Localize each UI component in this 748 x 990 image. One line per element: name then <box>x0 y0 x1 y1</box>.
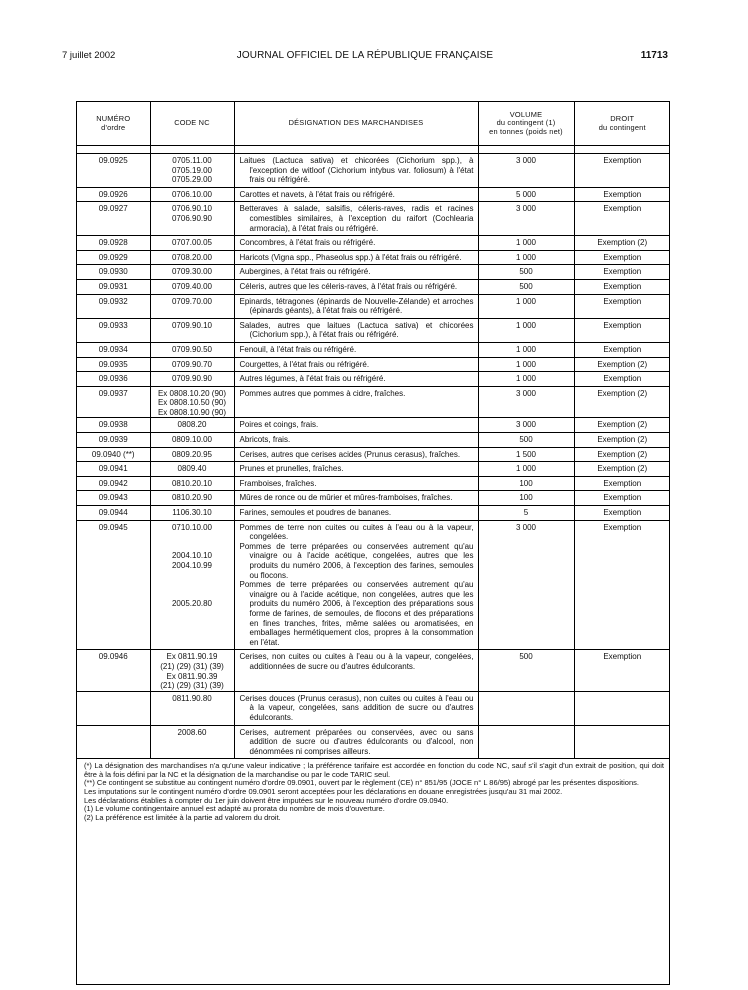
row-droit: Exemption <box>574 650 670 691</box>
row-droit: Exemption (2) <box>574 357 670 372</box>
row-volume: 5 000 <box>478 187 574 202</box>
row-designation <box>234 236 478 251</box>
row-volume: 500 <box>478 433 574 448</box>
code-value: 0705.29.00 <box>171 175 213 185</box>
row-droit-empty <box>574 725 670 759</box>
designation-text: Aubergines, à l'état frais ou réfrigéré. <box>239 267 371 277</box>
row-code <box>150 202 234 236</box>
row-designation <box>234 462 478 477</box>
row-droit: Exemption <box>574 372 670 387</box>
header-spacer-row <box>77 146 670 154</box>
row-code <box>150 187 234 202</box>
page-header <box>62 50 668 64</box>
row-droit: Exemption <box>574 187 670 202</box>
row-designation <box>234 386 478 418</box>
code-value: 0709.90.90 <box>171 374 213 384</box>
table-row <box>77 520 670 650</box>
row-designation <box>234 265 478 280</box>
row-code <box>150 447 234 462</box>
designation-text: Abricots, frais. <box>239 435 291 445</box>
row-designation <box>234 187 478 202</box>
code-value: Ex 0811.90.39 <box>166 671 218 681</box>
row-droit: Exemption (2) <box>574 433 670 448</box>
code-value: 0709.30.00 <box>171 267 213 277</box>
designation-text: Pommes autres que pommes à cidre, fraîches. <box>239 388 406 398</box>
footnotes <box>77 759 669 822</box>
designation-text: Prunes et prunelles, fraîches. <box>239 464 344 474</box>
row-number: 09.0934 <box>77 342 150 357</box>
row-designation <box>234 342 478 357</box>
row-number: 09.0928 <box>77 236 150 251</box>
row-volume: 1 000 <box>478 236 574 251</box>
row-volume: 3 000 <box>478 202 574 236</box>
table-row <box>77 433 670 448</box>
table-row <box>77 250 670 265</box>
table-row <box>77 236 670 251</box>
row-number: 09.0943 <box>77 491 150 506</box>
designation-text: Epinards, tétragones (épinards de Nouvelle-Zélande) et arroches (épinards géants), à l'état frais ou réfrigéré. <box>239 296 474 316</box>
row-number-empty <box>77 725 150 759</box>
row-volume: 1 000 <box>478 318 574 342</box>
row-droit: Exemption (2) <box>574 236 670 251</box>
col-header-designation <box>234 102 478 146</box>
row-volume: 1 500 <box>478 447 574 462</box>
code-value: 0809.40 <box>177 464 207 474</box>
code-value: 2004.10.10 <box>171 551 213 561</box>
row-droit: Exemption <box>574 265 670 280</box>
row-code: 2008.60 <box>150 725 234 759</box>
row-designation <box>234 318 478 342</box>
code-value: 0709.90.70 <box>171 359 213 369</box>
row-code <box>150 294 234 318</box>
row-volume: 500 <box>478 650 574 691</box>
row-code <box>150 418 234 433</box>
row-code <box>150 357 234 372</box>
row-number: 09.0931 <box>77 279 150 294</box>
table-row <box>77 154 670 188</box>
row-droit: Exemption <box>574 520 670 650</box>
designation-text: Haricots (Vigna spp., Phaseolus spp.) à l'état frais ou réfrigéré. <box>239 252 462 262</box>
footnote: (1) Le volume contingentaire annuel est adapté au prorata du nombre de mois d'ouverture. <box>84 804 385 814</box>
row-number: 09.0941 <box>77 462 150 477</box>
row-designation <box>234 250 478 265</box>
footnote: (*) La désignation des marchandises n'a qu'une valeur indicative ; la préférence tarifaire est accordée en fonction du code NC, sauf s'il s'agit d'un extrait de position, qui doit être à la fois défini par la NC et la désignation de la marchandise ou par le code TARIC seul. <box>84 761 664 779</box>
row-number: 09.0938 <box>77 418 150 433</box>
code-value: 0707.00.05 <box>171 238 213 248</box>
code-value: 0705.19.00 <box>171 165 213 175</box>
row-volume: 1 000 <box>478 462 574 477</box>
row-code <box>150 462 234 477</box>
table-row <box>77 650 670 691</box>
row-droit: Exemption <box>574 202 670 236</box>
row-volume: 1 000 <box>478 372 574 387</box>
row-designation <box>234 691 478 725</box>
header-line: DÉSIGNATION DES MARCHANDISES <box>288 118 424 128</box>
code-value: 2004.10.99 <box>171 561 213 570</box>
row-number: 09.0936 <box>77 372 150 387</box>
table-row <box>77 691 670 725</box>
table-row <box>77 506 670 521</box>
code-value: 1106.30.10 <box>172 508 212 518</box>
table-row <box>77 386 670 418</box>
table-row <box>77 357 670 372</box>
table-row <box>77 202 670 236</box>
code-value: 0809.20.95 <box>171 449 213 459</box>
code-value: 0709.70.00 <box>171 296 213 306</box>
designation-text: Pommes de terre préparées ou conservées autrement qu'au vinaigre ou à l'acide acétique, congelées, autres que les produits du numéro 2006, à l'exception des farines, semoules ou flocons. <box>239 541 474 580</box>
row-code <box>150 279 234 294</box>
row-designation <box>234 476 478 491</box>
row-number: 09.0926 <box>77 187 150 202</box>
designation-text: Salades, autres que laitues (Lactuca sativa) et chicorées (Cichorium spp.), à l'état frais ou réfrigéré. <box>239 320 474 340</box>
row-number-empty <box>77 691 150 725</box>
table-row <box>77 318 670 342</box>
table-row <box>77 342 670 357</box>
row-number: 09.0925 <box>77 154 150 188</box>
footnote: Les imputations sur le contingent numéro d'ordre 09.0901 seront acceptées pour les déclarations en douane enregistrées jusqu'au 31 mai 2002. <box>84 787 563 797</box>
row-code <box>150 506 234 521</box>
row-designation <box>234 202 478 236</box>
row-volume: 3 000 <box>478 154 574 188</box>
footnote: (**) Ce contingent se substitue au contingent numéro d'ordre 09.0901, ouvert par le règlement (CE) n° 851/95 (JOCE n° L 86/95) abrogé par les présentes dispositions. <box>84 778 639 788</box>
issue-date: 7 juillet 2002 <box>62 50 116 61</box>
designation-text: Cerises douces (Prunus cerasus), non cuites ou cuites à l'eau ou à la vapeur, congelées, sans addition de sucre ou d'autres édulcorants. <box>239 693 474 722</box>
table-row <box>77 294 670 318</box>
row-code <box>150 265 234 280</box>
row-droit: Exemption <box>574 342 670 357</box>
header-line: du contingent (1) <box>496 118 556 128</box>
row-volume: 100 <box>478 491 574 506</box>
row-volume: 1 000 <box>478 357 574 372</box>
row-designation <box>234 154 478 188</box>
designation-text: Autres légumes, à l'état frais ou réfrigéré. <box>239 374 386 384</box>
row-droit: Exemption <box>574 250 670 265</box>
row-code <box>150 491 234 506</box>
code-value: 0709.90.50 <box>171 344 213 354</box>
row-volume: 1 000 <box>478 250 574 265</box>
row-volume: 3 000 <box>478 386 574 418</box>
row-code <box>150 154 234 188</box>
row-volume: 500 <box>478 265 574 280</box>
row-number: 09.0933 <box>77 318 150 342</box>
designation-text: Laitues (Lactuca sativa) et chicorées (Cichorium spp.), à l'exception de witloof (Cichorium intybus var. foliosum) à l'état frais ou réfrigéré. <box>239 156 474 185</box>
row-designation <box>234 372 478 387</box>
table-row <box>77 265 670 280</box>
row-droit-empty <box>574 691 670 725</box>
col-header-volume <box>478 102 574 146</box>
code-value: (21) (29) (31) (39) <box>160 661 224 671</box>
row-number: 09.0935 <box>77 357 150 372</box>
row-designation <box>234 491 478 506</box>
row-volume: 500 <box>478 279 574 294</box>
table-row <box>77 418 670 433</box>
row-designation <box>234 447 478 462</box>
row-droit: Exemption (2) <box>574 386 670 418</box>
row-droit: Exemption (2) <box>574 418 670 433</box>
designation-text: Mûres de ronce ou de mûrier et mûres-framboises, fraîches. <box>239 493 453 503</box>
row-designation <box>234 357 478 372</box>
row-volume: 1 000 <box>478 342 574 357</box>
row-designation <box>234 294 478 318</box>
row-designation <box>234 433 478 448</box>
row-number: 09.0929 <box>77 250 150 265</box>
row-designation <box>234 418 478 433</box>
designation-text: Poires et coings, frais. <box>239 420 319 430</box>
table-row <box>77 725 670 759</box>
row-volume: 100 <box>478 476 574 491</box>
row-code <box>150 318 234 342</box>
row-code <box>150 520 234 650</box>
row-droit: Exemption (2) <box>574 447 670 462</box>
footnote: Les déclarations établies à compter du 1er juin doivent être imputées sur le nouveau numéro d'ordre 09.0940. <box>84 795 449 805</box>
row-number: 09.0942 <box>77 476 150 491</box>
designation-text: Courgettes, à l'état frais ou réfrigéré. <box>239 359 370 369</box>
row-number: 09.0946 <box>77 650 150 691</box>
row-code: 0811.90.80 <box>150 691 234 725</box>
row-designation <box>234 279 478 294</box>
code-value: 2005.20.80 <box>171 599 213 609</box>
row-code <box>150 386 234 418</box>
header-line: du contingent <box>598 122 646 132</box>
row-designation <box>234 725 478 759</box>
row-code <box>150 433 234 448</box>
designation-text: Cerises, autrement préparées ou conservées, avec ou sans addition de sucre ou d'autres édulcorants ou d'alcool, non dénommées ni comprises ailleurs. <box>239 727 474 756</box>
row-number: 09.0940 (**) <box>77 447 150 462</box>
header-line: DROIT <box>610 113 635 123</box>
designation-text: Fenouil, à l'état frais ou réfrigéré. <box>239 344 357 354</box>
row-volume: 3 000 <box>478 418 574 433</box>
row-code <box>150 236 234 251</box>
designation-text: Cerises, autres que cerises acides (Prunus cerasus), fraîches. <box>239 449 461 459</box>
code-value: 0705.11.00 <box>172 156 212 165</box>
designation-text: Farines, semoules et poudres de bananes. <box>239 508 392 518</box>
table-row <box>77 476 670 491</box>
row-volume: 5 <box>478 506 574 521</box>
header-line: NUMÉRO <box>96 113 131 123</box>
table-row <box>77 372 670 387</box>
code-value: 0706.10.00 <box>171 189 213 199</box>
row-droit: Exemption <box>574 154 670 188</box>
table-row <box>77 279 670 294</box>
row-droit: Exemption <box>574 294 670 318</box>
row-volume-empty <box>478 691 574 725</box>
row-designation <box>234 650 478 691</box>
row-volume: 3 000 <box>478 520 574 650</box>
designation-text: Pommes de terre non cuites ou cuites à l'eau ou à la vapeur, congelées. <box>239 522 474 542</box>
row-droit: Exemption <box>574 279 670 294</box>
code-value: 0810.20.10 <box>171 478 213 488</box>
row-number: 09.0937 <box>77 386 150 418</box>
footnote: (2) La préférence est limitée à la partie ad valorem du droit. <box>84 812 281 822</box>
table-row <box>77 462 670 477</box>
code-value: (21) (29) (31) (39) <box>160 681 224 691</box>
row-number: 09.0927 <box>77 202 150 236</box>
code-value: 0810.20.90 <box>171 493 213 503</box>
row-code <box>150 476 234 491</box>
row-droit: Exemption <box>574 476 670 491</box>
row-droit: Exemption (2) <box>574 462 670 477</box>
header-line: CODE NC <box>174 118 210 128</box>
code-value: 0808.20 <box>177 420 207 430</box>
row-code <box>150 650 234 691</box>
row-designation <box>234 506 478 521</box>
row-code <box>150 372 234 387</box>
code-value: Ex 0808.10.20 (90) <box>157 388 227 398</box>
col-header-droit <box>574 102 670 146</box>
code-value: 0709.40.00 <box>171 281 213 291</box>
designation-text: Pommes de terre préparées ou conservées autrement qu'au vinaigre ou à l'acide acétique, non congelées, autres que les produits du numéro 2006, à l'exception des préparations sous forme de farines, de semoules, de flocons et des préparations en fines tranches, frites, même salées ou aromatisées, en emballages hermétiquement clos, propres à la consommation en l'état. <box>239 580 474 647</box>
journal-title: JOURNAL OFFICIEL DE LA RÉPUBLIQUE FRANÇAISE <box>236 50 494 61</box>
code-value: Ex 0808.10.50 (90) <box>157 398 227 408</box>
row-droit: Exemption <box>574 506 670 521</box>
page-number: 11713 <box>640 50 668 61</box>
col-header-code <box>150 102 234 146</box>
designation-text: Concombres, à l'état frais ou réfrigéré. <box>239 238 376 248</box>
quota-table-frame <box>76 101 670 985</box>
code-value: Ex 0808.10.90 (90) <box>157 407 227 417</box>
designation-text: Carottes et navets, à l'état frais ou réfrigéré. <box>239 189 395 199</box>
code-value: 0709.90.10 <box>171 320 213 330</box>
code-value: 0710.10.00 <box>171 522 213 532</box>
table-header-row <box>77 102 670 146</box>
code-value: 0708.20.00 <box>171 252 213 262</box>
row-number: 09.0945 <box>77 520 150 650</box>
code-value: 0809.10.00 <box>171 435 213 445</box>
row-number: 09.0932 <box>77 294 150 318</box>
code-value: 0706.90.10 <box>171 204 213 214</box>
row-volume: 1 000 <box>478 294 574 318</box>
row-number: 09.0930 <box>77 265 150 280</box>
table-row <box>77 187 670 202</box>
row-code <box>150 250 234 265</box>
table-row <box>77 491 670 506</box>
row-droit: Exemption <box>574 318 670 342</box>
row-volume-empty <box>478 725 574 759</box>
row-number: 09.0944 <box>77 506 150 521</box>
quota-table <box>77 102 670 759</box>
code-value: 0706.90.90 <box>171 213 213 223</box>
designation-text: Betteraves à salade, salsifis, céleris-raves, radis et racines comestibles similaires, à l'exception du raifort (Cochlearia armoracia), à l'état frais ou réfrigéré. <box>239 204 474 233</box>
header-line: en tonnes (poids net) <box>489 126 563 136</box>
row-droit: Exemption <box>574 491 670 506</box>
row-designation <box>234 520 478 650</box>
table-row <box>77 447 670 462</box>
header-line: VOLUME <box>509 109 543 119</box>
row-number: 09.0939 <box>77 433 150 448</box>
designation-text: Framboises, fraîches. <box>239 478 317 488</box>
code-value: Ex 0811.90.19 <box>166 652 218 662</box>
col-header-numero <box>77 102 150 146</box>
header-line: d'ordre <box>101 122 126 132</box>
row-code <box>150 342 234 357</box>
designation-text: Céleris, autres que les céleris-raves, à l'état frais ou réfrigéré. <box>239 281 458 291</box>
designation-text: Cerises, non cuites ou cuites à l'eau ou à la vapeur, congelées, additionnées de sucre ou d'autres édulcorants. <box>239 652 474 671</box>
